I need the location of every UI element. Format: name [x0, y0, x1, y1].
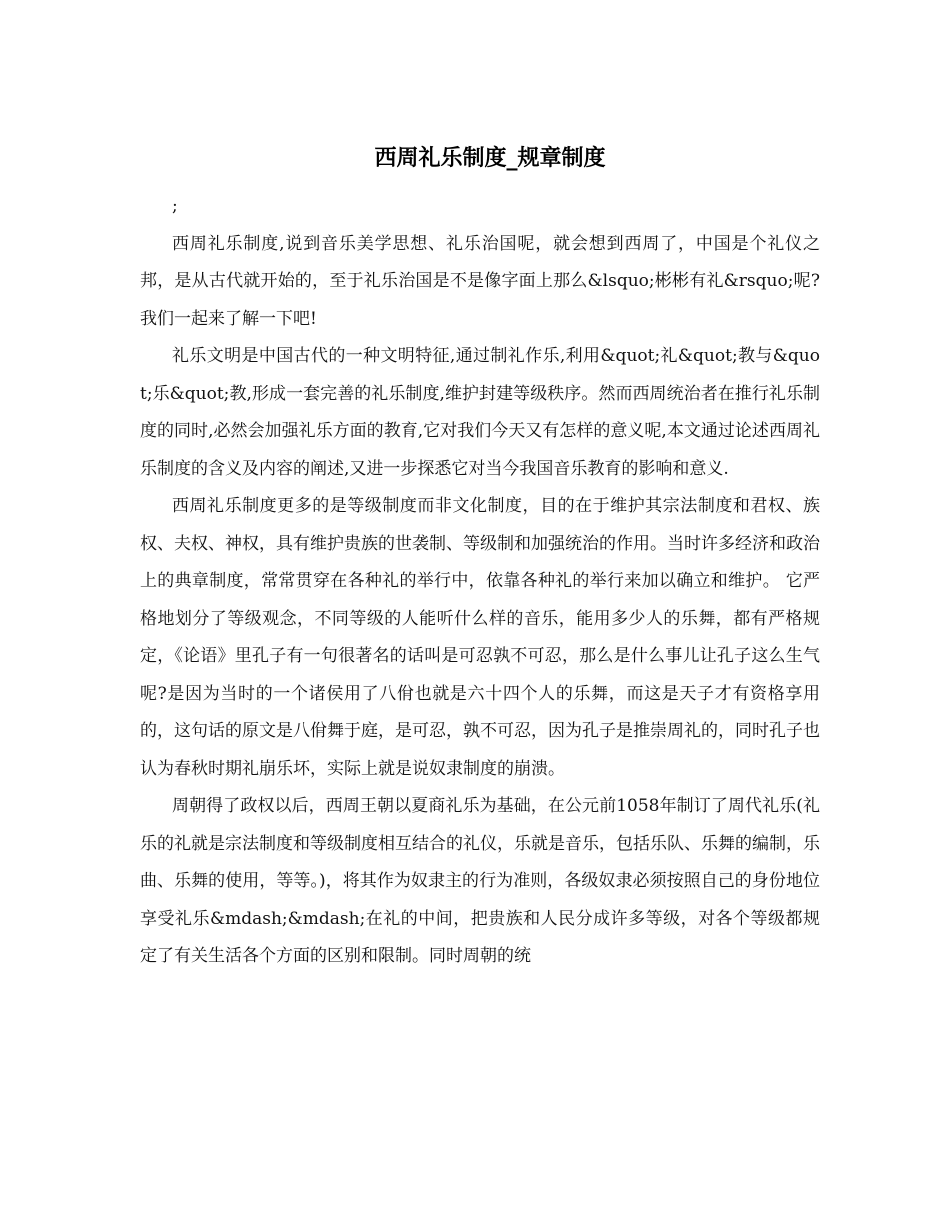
- paragraph-separator: ;: [172, 196, 178, 216]
- paragraph-intro: 西周礼乐制度,说到音乐美学思想、礼乐治国呢，就会想到西周了，中国是个礼仪之邦，是从古代就开始的，至于礼乐治国是不是像字面上那么&lsquo;彬彬有礼&rsquo;呢?我们一起来了解一下吧!: [140, 233, 820, 329]
- document-title: 西周礼乐制度_规章制度: [374, 145, 606, 171]
- document-body: [140, 188, 820, 976]
- paragraph-hierarchy: 西周礼乐制度更多的是等级制度而非文化制度，目的在于维护其宗法制度和君权、族权、夫权、神权，具有维护贵族的世袭制、等级制和加强统治的作用。当时许多经济和政治上的典章制度，常常贯穿在各种礼的举行中，依靠各种礼的举行来加以确立和维护。 它严格地划分了等级观念，不同等级的人能听什么样的音乐，能用多少人的乐舞，都有严格规定，《论语》里孔子有一句很著名的话叫是可忍孰不可忍，那么是什么事儿让孔子这么生气呢?是因为当时的一个诸侯用了八佾也就是六十四个人的乐舞，而这是天子才有资格享用的，这句话的原文是八佾舞于庭，是可忍，孰不可忍，因为孔子是推崇周礼的，同时孔子也认为春秋时期礼崩乐坏，实际上就是说奴隶制度的崩溃。: [140, 496, 820, 779]
- paragraph-zhou-dynasty: 周朝得了政权以后，西周王朝以夏商礼乐为基础，在公元前1058年制订了周代礼乐(礼乐的礼就是宗法制度和等级制度相互结合的礼仪，乐就是音乐，包括乐队、乐舞的编制，乐曲、乐舞的使用，等等。)，将其作为奴隶主的行为准则，各级奴隶必须按照自己的身份地位享受礼乐&mdash;&mdash;在礼的中间，把贵族和人民分成许多等级，对各个等级都规定了有关生活各个方面的区别和限制。同时周朝的统: [140, 796, 820, 966]
- paragraph-civilization: 礼乐文明是中国古代的一种文明特征,通过制礼作乐,利用&quot;礼&quot;教与&quot;乐&quot;教,形成一套完善的礼乐制度,维护封建等级秩序。然而西周统治者在推行礼乐制度的同时,必然会加强礼乐方面的教育,它对我们今天又有怎样的意义呢,本文通过论述西周礼乐制度的含义及内容的阐述,又进一步探悉它对当今我国音乐教育的影响和意义.: [140, 346, 820, 479]
